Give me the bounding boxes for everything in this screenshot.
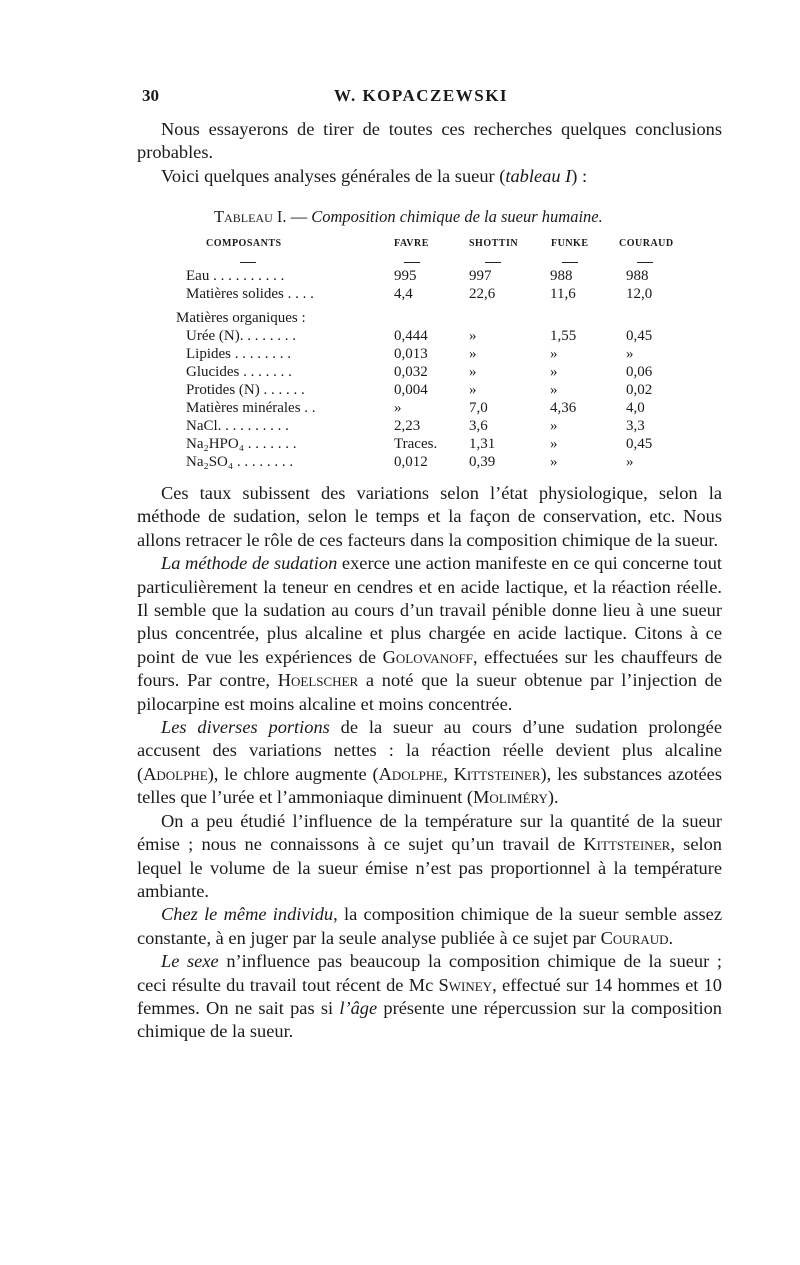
italic-term: l’âge <box>339 997 378 1018</box>
table-cell: » <box>550 382 558 398</box>
table-cell: NaCl. . . . . . . . . . <box>186 418 289 434</box>
table-cell: 0,39 <box>469 454 496 470</box>
intro-text-before: Voici quelques analyses générales de la sueur ( <box>161 165 506 186</box>
paragraph-lead: La méthode de sudation <box>161 553 338 574</box>
table-cell: Matières minérales . . <box>186 400 316 416</box>
table-cell: » <box>626 346 634 362</box>
table-cell: 995 <box>394 268 417 284</box>
intro-text-after: ) : <box>571 165 588 186</box>
table-cell: » <box>469 346 477 362</box>
main-text <box>137 482 722 1044</box>
table-cell: Glucides . . . . . . . <box>186 364 292 380</box>
table-cell: Na₂SO₄ . . . . . . . . <box>186 454 294 470</box>
table-reference: tableau I <box>505 165 572 186</box>
table-cell: 4,4 <box>394 286 413 302</box>
paragraph-lead: Le sexe <box>161 951 219 972</box>
table-cell: 1,31 <box>469 436 496 452</box>
table-caption <box>214 207 603 227</box>
table-cell: 0,45 <box>626 328 653 344</box>
header-favre: FAVRE <box>394 238 429 249</box>
table-cell: Traces. <box>394 436 438 452</box>
intro-paragraph-2 <box>137 165 722 188</box>
header-rule <box>240 262 256 263</box>
running-head: W. KOPACZEWSKI <box>334 86 509 105</box>
author-name: Swiney <box>438 974 493 995</box>
paragraph-variations: Ces taux subissent des variations selon l’état physiologique, selon la méthode de sudation, selon le temps et la façon de conservation, etc. Nous allons retracer le rôle de ces facteurs dans la composition chimique de la sueur. <box>137 483 722 550</box>
table-row <box>186 436 686 453</box>
text-run: On a peu étudié l’influence de la température sur la quantité de la sueur émise ; nous ne connaissons à ce sujet qu’un travail de <box>137 810 722 855</box>
text-run: ). <box>547 787 559 808</box>
table-cell: » <box>550 436 558 452</box>
table-cell: Eau . . . . . . . . . . <box>186 268 285 284</box>
table-cell: 0,02 <box>626 382 653 398</box>
page-header <box>142 86 722 110</box>
table-cell: » <box>550 454 558 470</box>
text-run: ), le chlore augmente ( <box>207 763 379 784</box>
table-cell: » <box>394 400 402 416</box>
author-name: Kittsteiner <box>583 834 671 855</box>
paragraph-meme-individu <box>137 903 722 950</box>
author-name: Golovanoff <box>382 646 473 667</box>
table-row <box>186 286 686 303</box>
author-name: Adolphe <box>143 763 208 784</box>
paragraph-diverses-portions <box>137 716 722 810</box>
text-run: , <box>443 763 454 784</box>
table-cell: » <box>550 418 558 434</box>
table-cell: » <box>550 364 558 380</box>
table-cell: 0,012 <box>394 454 428 470</box>
header-couraud: COURAUD <box>619 238 674 249</box>
table-row <box>186 328 686 345</box>
intro-paragraph-1: Nous essayerons de tirer de toutes ces recherches quelques conclusions probables. <box>137 119 722 163</box>
table-cell: 7,0 <box>469 400 488 416</box>
table-cell: 3,6 <box>469 418 488 434</box>
table-cell: » <box>469 328 477 344</box>
table-row <box>186 418 686 435</box>
text-run: de la sueur au cours d’une sudation prolongée accusent des variations nettes : la réaction réelle devient plus alcaline ( <box>137 717 722 784</box>
table-cell: 997 <box>469 268 492 284</box>
table-cell: Matières organiques : <box>176 310 306 326</box>
author-name: Adolphe <box>378 763 444 784</box>
paragraph-sexe <box>137 950 722 1044</box>
table-cell: 0,013 <box>394 346 428 362</box>
table-row <box>186 454 686 471</box>
composition-table <box>176 238 686 470</box>
page-number: 30 <box>142 86 159 105</box>
author-name: Kittsteiner <box>453 763 541 784</box>
table-row <box>186 346 686 363</box>
table-cell: » <box>469 364 477 380</box>
table-cell: Matières solides . . . . <box>186 286 314 302</box>
table-row <box>186 400 686 417</box>
table-cell: 988 <box>626 268 649 284</box>
header-composants: COMPOSANTS <box>206 238 282 249</box>
table-row <box>186 268 686 285</box>
intro-text <box>137 118 722 188</box>
table-cell: 22,6 <box>469 286 496 302</box>
text-run: , effectuées sur les chauffeurs de fours. Par contre, <box>137 646 723 691</box>
text-run: , effectué sur 14 hommes et 10 femmes. On ne sait pas si <box>137 974 723 1018</box>
author-name: Couraud <box>600 927 669 948</box>
table-cell: » <box>469 382 477 398</box>
text-run: a noté que la sueur obtenue par l’injection de pilocarpine est moins alcaline et moins concentrée. <box>137 670 722 714</box>
table-cell: 0,032 <box>394 364 428 380</box>
text-run: , la composition chimique de la sueur semble assez constante, à en juger par la seule analyse publiée à ce sujet par <box>137 904 723 948</box>
author-name: Moliméry <box>473 787 548 808</box>
table-row <box>176 310 686 327</box>
table-cell: 0,444 <box>394 328 428 344</box>
author-name: Hoelscher <box>277 670 359 691</box>
text-run: ), les substances azotées telles que l’urée et l’ammoniaque diminuent ( <box>137 763 722 808</box>
table-cell: 0,06 <box>626 364 653 380</box>
paragraph-lead: Chez le même individu <box>161 904 334 925</box>
header-rule <box>404 262 420 263</box>
table-cell: 0,004 <box>394 382 428 398</box>
table-cell: 0,45 <box>626 436 653 452</box>
text-run: n’influence pas beaucoup la composition chimique de la sueur ; ceci résulte du travail tout récent de Mc <box>137 951 723 995</box>
table-cell: 3,3 <box>626 418 645 434</box>
table-cell: 11,6 <box>550 286 576 302</box>
text-run: exerce une action manifeste en ce qui concerne tout particulièrement la teneur en cendres et en acide lactique, et la réaction réelle. Il semble que la sudation au cours d’un travail pénible donne lieu à une sueur plus concentrée, plus alcaline et plus chargée en acide lactique. Citons à ce point de vue les expériences de <box>137 553 723 667</box>
paragraph-methode-sudation <box>137 552 722 716</box>
text-run: . <box>668 927 674 948</box>
table-cell: » <box>550 346 558 362</box>
table-row <box>186 382 686 399</box>
table-cell: 4,36 <box>550 400 577 416</box>
text-run: présente une répercussion sur la composition chimique de la sueur. <box>137 997 722 1042</box>
table-cell: 988 <box>550 268 573 284</box>
table-cell: 1,55 <box>550 328 577 344</box>
table-cell: 12,0 <box>626 286 653 302</box>
table-cell: Urée (N). . . . . . . . <box>186 328 296 344</box>
text-run: , selon lequel le volume de la sueur émise n’est pas proportionnel à la température ambiante. <box>137 834 722 901</box>
table-caption-label: Tableau I. — <box>214 207 308 226</box>
paragraph-lead: Les diverses portions <box>161 717 330 738</box>
header-rule <box>637 262 653 263</box>
table-caption-title: Composition chimique de la sueur humaine. <box>311 207 603 226</box>
header-shottin: SHOTTIN <box>469 238 519 249</box>
table-cell: Na₂HPO₄ . . . . . . . <box>186 436 297 452</box>
header-rule <box>485 262 501 263</box>
table-cell: Protides (N) . . . . . . <box>186 382 305 398</box>
table-cell: Lipides . . . . . . . . <box>186 346 291 362</box>
table-cell: » <box>626 454 634 470</box>
table-cell: 4,0 <box>626 400 645 416</box>
table-row <box>186 364 686 381</box>
paragraph-temperature <box>137 810 722 904</box>
table-cell: 2,23 <box>394 418 421 434</box>
header-rule <box>562 262 578 263</box>
header-funke: FUNKE <box>551 238 589 249</box>
